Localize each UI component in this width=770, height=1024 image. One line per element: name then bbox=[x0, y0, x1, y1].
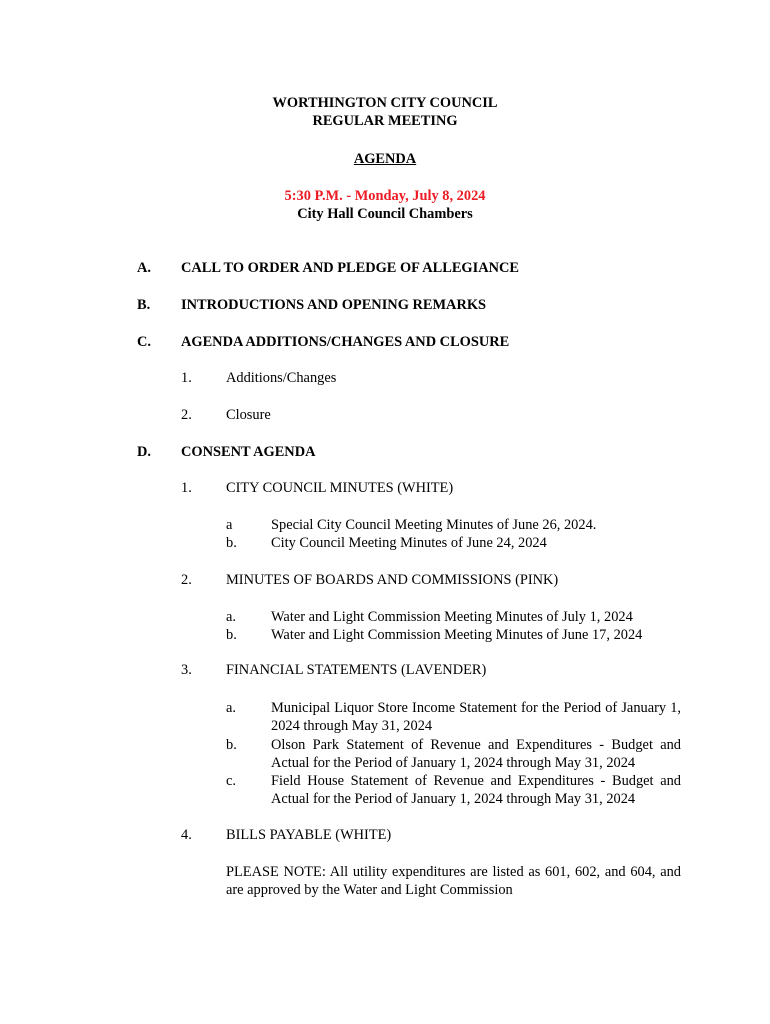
list-item-text: FINANCIAL STATEMENTS (LAVENDER) bbox=[226, 662, 487, 678]
bills-note: PLEASE NOTE: All utility expenditures are listed as 601, 602, and 604, and are approved by the Water and Light Commission bbox=[226, 864, 681, 898]
list-item-number: 4. bbox=[181, 827, 192, 843]
meeting-datetime: 5:30 P.M. - Monday, July 8, 2024 bbox=[284, 188, 486, 204]
meeting-type: REGULAR MEETING bbox=[312, 113, 458, 129]
list-item-text: Additions/Changes bbox=[226, 370, 337, 386]
sub-item-text: Municipal Liquor Store Income Statement for the Period of January 1, 2024 through May 31, 2024 bbox=[271, 700, 681, 734]
section-d-title: CONSENT AGENDA bbox=[181, 444, 316, 460]
sub-item-text: Water and Light Commission Meeting Minutes of June 17, 2024 bbox=[271, 627, 643, 643]
sub-item-text: Olson Park Statement of Revenue and Expenditures - Budget and Actual for the Period of January 1, 2024 through May 31, 2024 bbox=[271, 737, 681, 771]
meeting-location: City Hall Council Chambers bbox=[297, 206, 473, 222]
section-a-title: CALL TO ORDER AND PLEDGE OF ALLEGIANCE bbox=[181, 260, 519, 276]
sub-item-text: City Council Meeting Minutes of June 24, 2024 bbox=[271, 535, 547, 551]
sub-item-letter: b. bbox=[226, 627, 237, 643]
sub-item-letter: a bbox=[226, 517, 233, 533]
sub-item-text: Water and Light Commission Meeting Minutes of July 1, 2024 bbox=[271, 609, 633, 625]
list-item-number: 2. bbox=[181, 572, 192, 588]
sub-item-text: Special City Council Meeting Minutes of June 26, 2024. bbox=[271, 517, 597, 533]
section-a-letter: A. bbox=[137, 260, 151, 276]
list-item-text: Closure bbox=[226, 407, 271, 423]
sub-item-text: Field House Statement of Revenue and Expenditures - Budget and Actual for the Period of January 1, 2024 through May 31, 2024 bbox=[271, 773, 681, 807]
list-item-number: 1. bbox=[181, 480, 192, 496]
list-item-text: CITY COUNCIL MINUTES (WHITE) bbox=[226, 480, 454, 496]
sub-item-letter: c. bbox=[226, 773, 236, 789]
sub-item-letter: a. bbox=[226, 609, 236, 625]
sub-item-letter: b. bbox=[226, 737, 237, 753]
list-item-number: 3. bbox=[181, 662, 192, 678]
section-c-letter: C. bbox=[137, 334, 151, 350]
council-title: WORTHINGTON CITY COUNCIL bbox=[272, 95, 498, 111]
list-item-number: 1. bbox=[181, 370, 192, 386]
agenda-heading: AGENDA bbox=[353, 151, 417, 167]
section-b-letter: B. bbox=[137, 297, 151, 313]
sub-item-letter: b. bbox=[226, 535, 237, 551]
section-b-title: INTRODUCTIONS AND OPENING REMARKS bbox=[181, 297, 487, 313]
list-item-text: MINUTES OF BOARDS AND COMMISSIONS (PINK) bbox=[226, 572, 559, 588]
sub-item-letter: a. bbox=[226, 700, 236, 716]
section-c-title: AGENDA ADDITIONS/CHANGES AND CLOSURE bbox=[181, 334, 510, 350]
list-item-number: 2. bbox=[181, 407, 192, 423]
list-item-text: BILLS PAYABLE (WHITE) bbox=[226, 827, 392, 843]
section-d-letter: D. bbox=[137, 444, 151, 460]
